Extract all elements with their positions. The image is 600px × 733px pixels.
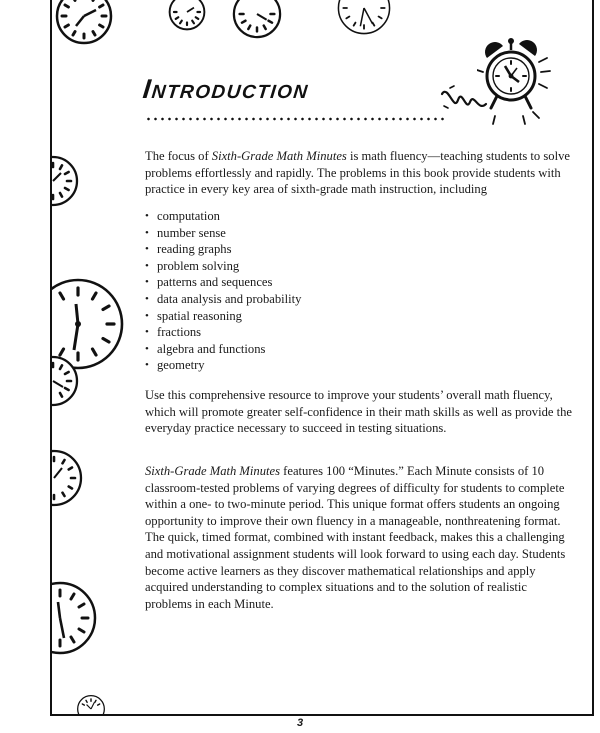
resource-paragraph: Use this comprehensive resource to improve your students’ overall math fluency, which will promote greater self-confidence in their math skills as well as provide the everyday practice necessary to succeed in testing situations. — [145, 388, 573, 436]
alarm-clock-icon — [477, 36, 557, 132]
clock-icon — [164, 0, 210, 32]
list-item: • problem solving — [145, 258, 301, 275]
list-item: • data analysis and probability — [145, 291, 301, 308]
list-item: • spatial reasoning — [145, 308, 301, 325]
format-paragraph — [145, 463, 575, 612]
list-item: • geometry — [145, 357, 301, 374]
clock-icon — [50, 354, 80, 408]
clock-icon — [318, 0, 410, 36]
format-rest: features 100 “Minutes.” Each Minute consists of 10 classroom-tested problems of varying degrees of difficulty for students to complete within a one- to two-minute period. This unique format offers students an ongoing opportunity to improve their own fluency in a manageable, nonthreatening format. The quick, timed format, combined with instant feedback, makes this a challenging and motivational assignment students will look forward to using each day. Students become active learners as they discover mathematical relationships and apply acquired understanding to complex situations and to the solution of realistic problems in each Minute. — [145, 464, 566, 611]
clock-icon — [50, 580, 98, 656]
list-item: • reading graphs — [145, 241, 301, 258]
book-title: Sixth-Grade Math Minutes — [145, 464, 281, 478]
clock-icon — [230, 0, 284, 40]
page-title: Introduction — [141, 74, 311, 104]
list-item: • algebra and functions — [145, 341, 301, 358]
dotted-divider — [145, 117, 445, 121]
list-item: • number sense — [145, 225, 301, 242]
intro-paragraph — [145, 148, 575, 198]
clock-icon — [54, 0, 114, 46]
list-item: • fractions — [145, 324, 301, 341]
clock-icon — [50, 448, 84, 508]
book-title: Sixth-Grade Math Minutes — [211, 149, 347, 163]
page-number: 3 — [296, 717, 304, 729]
math-areas-list — [145, 208, 301, 374]
list-item: • patterns and sequences — [145, 274, 301, 291]
clock-icon — [64, 694, 118, 716]
list-item: • computation — [145, 208, 301, 225]
intro-lead: The focus of — [145, 149, 212, 163]
intro-rest: is math fluency—teaching students to solve problems effortlessly and rapidly. The problems in this book provide students with practice in every key area of sixth-grade math instruction, including — [145, 149, 570, 197]
clock-icon — [50, 154, 80, 208]
